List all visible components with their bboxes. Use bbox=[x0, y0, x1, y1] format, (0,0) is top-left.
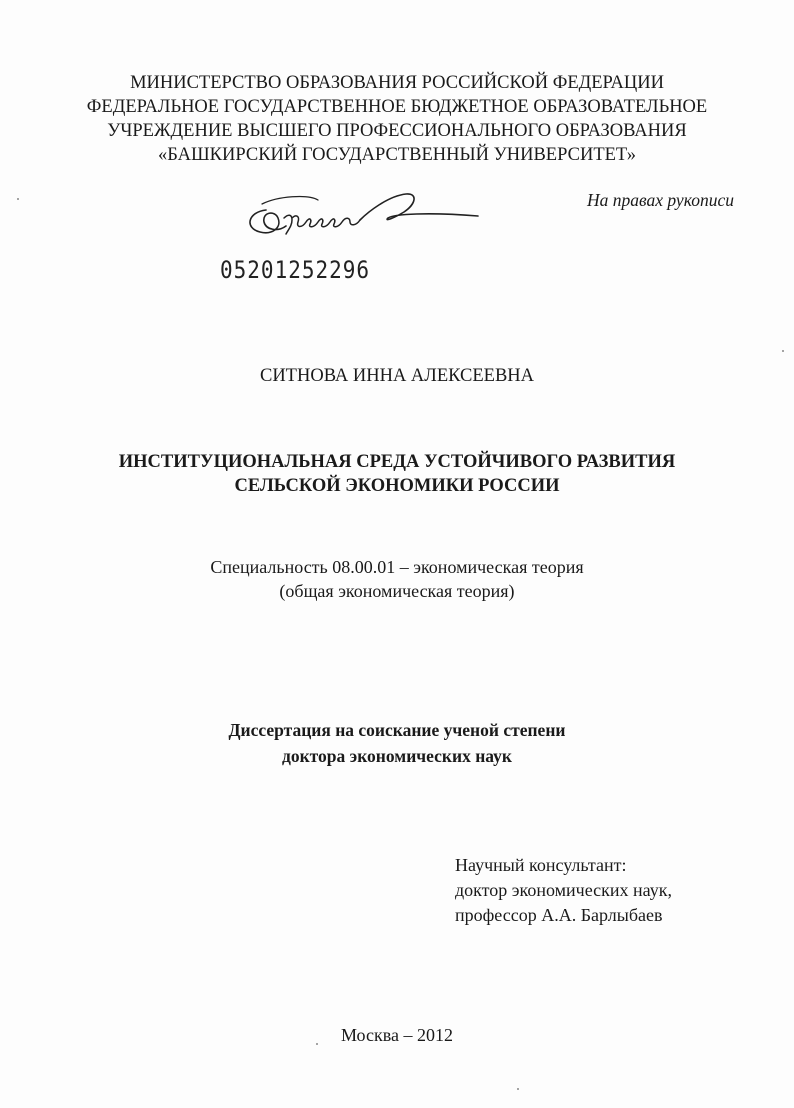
thesis-title-line-1: ИНСТИТУЦИОНАЛЬНАЯ СРЕДА УСТОЙЧИВОГО РАЗВИТИЯ bbox=[118, 452, 676, 472]
consultant-degree: доктор экономических наук, bbox=[455, 880, 672, 900]
institution-line-1: ФЕДЕРАЛЬНОЕ ГОСУДАРСТВЕННОЕ БЮДЖЕТНОЕ ОБРАЗОВАТЕЛЬНОЕ bbox=[86, 97, 708, 117]
scan-speck bbox=[517, 1088, 519, 1090]
author-name: СИТНОВА ИННА АЛЕКСЕЕВНА bbox=[259, 366, 535, 386]
ministry-line: МИНИСТЕРСТВО ОБРАЗОВАНИЯ РОССИЙСКОЙ ФЕДЕРАЦИИ bbox=[130, 73, 664, 93]
degree-line-1: Диссертация на соискание ученой степени bbox=[228, 720, 566, 740]
scan-speck bbox=[782, 350, 784, 352]
university-name: «БАШКИРСКИЙ ГОСУДАРСТВЕННЫЙ УНИВЕРСИТЕТ» bbox=[158, 145, 636, 165]
degree-line-2: доктора экономических наук bbox=[281, 746, 512, 766]
scan-speck bbox=[316, 1043, 318, 1045]
consultant-label: Научный консультант: bbox=[455, 855, 627, 875]
specialty-line-2: (общая экономическая теория) bbox=[279, 581, 515, 601]
handwritten-signature bbox=[238, 188, 488, 248]
thesis-title-line-2: СЕЛЬСКОЙ ЭКОНОМИКИ РОССИИ bbox=[234, 476, 560, 496]
manuscript-note: На правах рукописи bbox=[587, 190, 734, 210]
specialty-line-1: Специальность 08.00.01 – экономическая теория bbox=[210, 557, 584, 577]
institution-line-2: УЧРЕЖДЕНИЕ ВЫСШЕГО ПРОФЕССИОНАЛЬНОГО ОБРАЗОВАНИЯ bbox=[107, 121, 687, 141]
registration-number: 05201252296 bbox=[220, 256, 371, 284]
city-year: Москва – 2012 bbox=[341, 1025, 453, 1045]
consultant-name: профессор А.А. Барлыбаев bbox=[455, 905, 663, 925]
scan-speck bbox=[17, 198, 19, 200]
